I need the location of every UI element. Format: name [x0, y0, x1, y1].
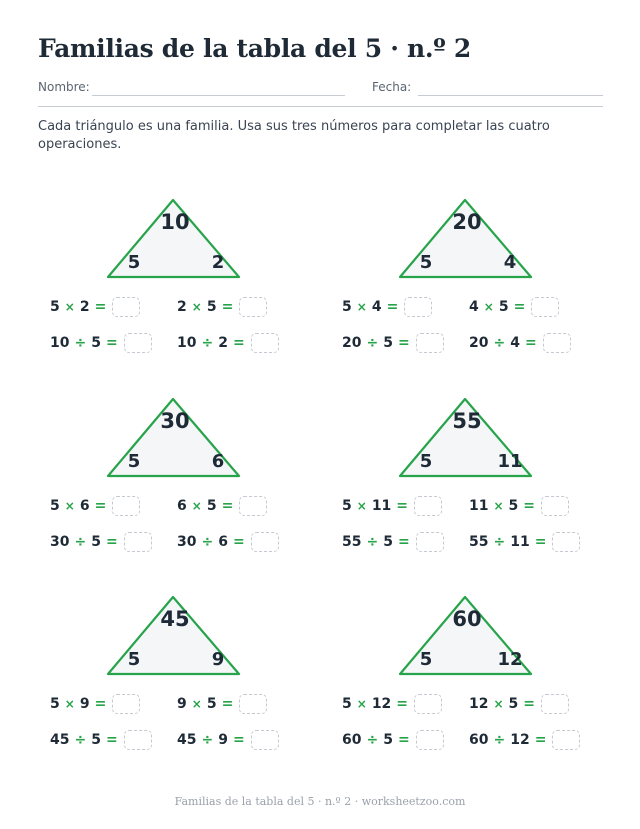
divide-sign: ÷	[74, 534, 87, 550]
operand: 5	[383, 335, 393, 351]
triangle-factor-right: 2	[211, 252, 225, 273]
equals-sign: =	[534, 534, 547, 550]
equals-sign: =	[397, 732, 410, 748]
operand: 5	[342, 498, 352, 514]
fact-family	[332, 594, 622, 784]
division-equation	[342, 728, 444, 752]
answer-box[interactable]	[239, 297, 267, 317]
equals-sign: =	[232, 534, 245, 550]
answer-box[interactable]	[416, 333, 444, 353]
operand: 5	[508, 498, 519, 514]
triangle-factor-right: 9	[211, 649, 225, 670]
answer-box[interactable]	[251, 532, 279, 552]
times-sign: ×	[191, 300, 202, 314]
division-equation	[469, 530, 580, 554]
operand: 20	[342, 335, 362, 351]
operand: 5	[91, 534, 101, 550]
divide-sign: ÷	[201, 732, 214, 748]
fact-family	[40, 594, 330, 784]
operand: 9	[177, 696, 187, 712]
operand: 55	[469, 534, 489, 550]
answer-box[interactable]	[414, 694, 442, 714]
divide-sign: ÷	[366, 335, 379, 351]
operand: 6	[177, 498, 187, 514]
divide-sign: ÷	[366, 534, 379, 550]
triangle-factor-left: 5	[419, 649, 433, 670]
equals-sign: =	[523, 498, 536, 514]
times-sign: ×	[356, 697, 367, 711]
answer-box[interactable]	[541, 496, 569, 516]
times-sign: ×	[191, 499, 202, 513]
answer-box[interactable]	[124, 730, 152, 750]
divide-sign: ÷	[201, 534, 214, 550]
multiplication-equation	[177, 494, 267, 518]
operand: 5	[342, 696, 352, 712]
multiplication-equation	[342, 692, 442, 716]
answer-box[interactable]	[414, 496, 442, 516]
operand: 5	[498, 299, 509, 315]
operand: 11	[510, 534, 530, 550]
operand: 5	[383, 534, 393, 550]
division-equation	[177, 331, 279, 355]
operand: 12	[371, 696, 392, 712]
name-field[interactable]	[92, 95, 345, 96]
equals-sign: =	[94, 696, 107, 712]
division-equation	[50, 331, 152, 355]
equals-sign: =	[396, 696, 409, 712]
division-equation	[50, 728, 152, 752]
triangle-factor-right: 4	[503, 252, 517, 273]
name-label: Nombre:	[38, 80, 90, 94]
operand: 2	[79, 299, 90, 315]
operand: 11	[371, 498, 392, 514]
times-sign: ×	[191, 697, 202, 711]
operand: 45	[50, 732, 70, 748]
divide-sign: ÷	[74, 335, 87, 351]
operand: 5	[50, 299, 60, 315]
triangle-product: 20	[452, 210, 482, 234]
multiplication-equation	[177, 295, 267, 319]
equals-sign: =	[94, 299, 107, 315]
operand: 5	[508, 696, 519, 712]
divide-sign: ÷	[74, 732, 87, 748]
times-sign: ×	[356, 499, 367, 513]
equals-sign: =	[221, 299, 234, 315]
fact-family	[332, 197, 622, 387]
answer-box[interactable]	[239, 496, 267, 516]
operand: 2	[218, 335, 228, 351]
operand: 2	[177, 299, 187, 315]
triangle-factor-right: 6	[211, 451, 225, 472]
triangle-product: 60	[452, 607, 482, 631]
times-sign: ×	[483, 300, 494, 314]
fact-family	[332, 396, 622, 586]
division-equation	[342, 331, 444, 355]
multiplication-equation	[469, 692, 569, 716]
operand: 5	[91, 732, 101, 748]
division-equation	[50, 530, 152, 554]
answer-box[interactable]	[552, 532, 580, 552]
divide-sign: ÷	[493, 335, 506, 351]
answer-box[interactable]	[112, 496, 140, 516]
operand: 5	[206, 299, 217, 315]
multiplication-equation	[50, 692, 140, 716]
divide-sign: ÷	[493, 732, 506, 748]
triangle-factor-left: 5	[419, 451, 433, 472]
divide-sign: ÷	[493, 534, 506, 550]
equals-sign: =	[397, 534, 410, 550]
multiplication-equation	[469, 295, 559, 319]
operand: 5	[206, 498, 217, 514]
equals-sign: =	[105, 335, 118, 351]
answer-box[interactable]	[251, 333, 279, 353]
divide-sign: ÷	[201, 335, 214, 351]
divide-sign: ÷	[366, 732, 379, 748]
operand: 9	[79, 696, 90, 712]
triangle-factor-left: 5	[419, 252, 433, 273]
operand: 9	[218, 732, 228, 748]
equals-sign: =	[396, 498, 409, 514]
instructions: Cada triángulo es una familia. Usa sus tres números para completar las cuatro operaciones.	[38, 119, 550, 152]
operand: 60	[469, 732, 489, 748]
division-equation	[469, 331, 571, 355]
operand: 45	[177, 732, 197, 748]
answer-box[interactable]	[112, 694, 140, 714]
times-sign: ×	[356, 300, 367, 314]
multiplication-equation	[469, 494, 569, 518]
triangle-factor-right: 12	[497, 649, 523, 670]
triangle-product: 45	[160, 607, 190, 631]
operand: 5	[91, 335, 101, 351]
equals-sign: =	[94, 498, 107, 514]
division-equation	[342, 530, 444, 554]
answer-box[interactable]	[416, 532, 444, 552]
operand: 6	[79, 498, 90, 514]
fact-family	[40, 396, 330, 586]
equals-sign: =	[534, 732, 547, 748]
answer-box[interactable]	[404, 297, 432, 317]
times-sign: ×	[493, 499, 504, 513]
page-title: Familias de la tabla del 5 · n.º 2	[38, 34, 471, 63]
equals-sign: =	[397, 335, 410, 351]
operand: 10	[177, 335, 197, 351]
answer-box[interactable]	[541, 694, 569, 714]
operand: 20	[469, 335, 489, 351]
division-equation	[177, 530, 279, 554]
multiplication-equation	[177, 692, 267, 716]
date-label: Fecha:	[372, 80, 412, 94]
equals-sign: =	[524, 335, 537, 351]
footer: Familias de la tabla del 5 · n.º 2 · worksheetzoo.com	[174, 795, 466, 808]
equals-sign: =	[105, 534, 118, 550]
triangle-product: 10	[160, 210, 190, 234]
operand: 4	[371, 299, 382, 315]
operand: 11	[469, 498, 489, 514]
triangle-factor-right: 11	[497, 451, 523, 472]
operand: 5	[50, 498, 60, 514]
triangle-factor-left: 5	[127, 451, 141, 472]
header-divider	[38, 106, 603, 107]
triangle-product: 30	[160, 409, 190, 433]
answer-box[interactable]	[124, 532, 152, 552]
triangle-factor-left: 5	[127, 252, 141, 273]
equals-sign: =	[221, 498, 234, 514]
multiplication-equation	[50, 295, 140, 319]
operand: 6	[218, 534, 228, 550]
operand: 4	[469, 299, 479, 315]
answer-box[interactable]	[416, 730, 444, 750]
times-sign: ×	[64, 300, 75, 314]
operand: 55	[342, 534, 362, 550]
multiplication-equation	[342, 494, 442, 518]
triangle-product: 55	[452, 409, 482, 433]
operand: 12	[510, 732, 530, 748]
answer-box[interactable]	[531, 297, 559, 317]
operand: 5	[383, 732, 393, 748]
times-sign: ×	[493, 697, 504, 711]
equals-sign: =	[221, 696, 234, 712]
division-equation	[469, 728, 580, 752]
equals-sign: =	[232, 732, 245, 748]
equals-sign: =	[232, 335, 245, 351]
triangle-factor-left: 5	[127, 649, 141, 670]
times-sign: ×	[64, 499, 75, 513]
multiplication-equation	[50, 494, 140, 518]
operand: 5	[342, 299, 352, 315]
operand: 5	[50, 696, 60, 712]
answer-box[interactable]	[251, 730, 279, 750]
times-sign: ×	[64, 697, 75, 711]
operand: 30	[177, 534, 197, 550]
answer-box[interactable]	[112, 297, 140, 317]
multiplication-equation	[342, 295, 432, 319]
equals-sign: =	[386, 299, 399, 315]
equals-sign: =	[523, 696, 536, 712]
division-equation	[177, 728, 279, 752]
answer-box[interactable]	[552, 730, 580, 750]
equals-sign: =	[105, 732, 118, 748]
operand: 4	[510, 335, 520, 351]
operand: 12	[469, 696, 489, 712]
answer-box[interactable]	[239, 694, 267, 714]
date-field[interactable]	[418, 95, 603, 96]
answer-box[interactable]	[124, 333, 152, 353]
operand: 30	[50, 534, 70, 550]
fact-family	[40, 197, 330, 387]
operand: 60	[342, 732, 362, 748]
operand: 5	[206, 696, 217, 712]
answer-box[interactable]	[543, 333, 571, 353]
operand: 10	[50, 335, 70, 351]
equals-sign: =	[513, 299, 526, 315]
